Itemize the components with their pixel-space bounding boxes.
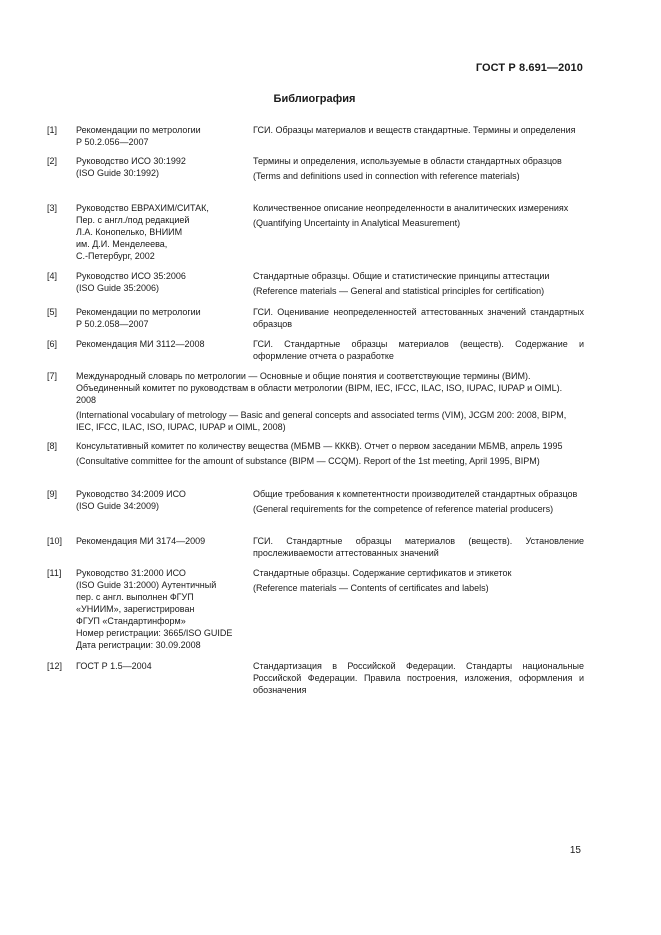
title-text: Стандартные образцы. Общие и статистические принципы аттестации <box>253 271 550 281</box>
title-text: Количественное описание неопределенности в аналитических измерениях <box>253 203 569 213</box>
source-line: пер. с англ. выполнен ФГУП <box>76 592 194 602</box>
entry-title <box>253 202 584 229</box>
page-title: Библиография <box>273 93 356 105</box>
title-translation: (Reference materials — Contents of certificates and labels) <box>253 583 489 593</box>
source-line: (ISO Guide 30:1992) <box>76 168 160 178</box>
source-line: Рекомендации по метрологии <box>76 125 201 135</box>
entry-source <box>76 488 254 512</box>
title-translation: (Reference materials — General and statistical principles for certification) <box>253 286 545 296</box>
entry-number: [1] <box>47 125 58 135</box>
source-line: Л.А. Конопелько, ВНИИМ <box>76 227 183 237</box>
title-translation: (Consultative committee for the amount of substance (BIPM — CCQM). Report of the 1st meeting, April 1995, BIPM) <box>76 456 540 466</box>
source-line: Руководство ЕВРАХИМ/СИТАК, <box>76 203 209 213</box>
entry-source <box>76 306 254 330</box>
source-line: (ISO Guide 35:2006) <box>76 283 160 293</box>
entry-source <box>76 338 254 350</box>
title-text: Международный словарь по метрологии — Основные и общие понятия и соответствующие термины (ВИМ). Объединенный комитет по руководствам в области метрологии (BIPM, IEC, IFCC, ILAC, ISO, IUPAC, IUPAP и OIML). 2008 <box>76 371 563 405</box>
entry-title <box>253 270 584 297</box>
entry-number: [3] <box>47 203 58 213</box>
source-line: С.-Петербург, 2002 <box>76 251 155 261</box>
source-line: Дата регистрации: 30.09.2008 <box>76 640 201 650</box>
title-translation: (International vocabulary of metrology — Basic and general concepts and associated terms (VIM), JCGM 200: 2008, BIPM, IEC, IFCC, ILAC, ISO, IUPAC, IUPAP и OIML, 2008) <box>76 410 567 432</box>
source-line: Рекомендация МИ 3174—2009 <box>76 536 206 546</box>
entry-title <box>253 124 584 136</box>
entry-number: [11] <box>47 568 62 578</box>
entry-number: [5] <box>47 307 58 317</box>
title-text: ГСИ. Стандартные образцы материалов (веществ). Содержание и оформление отчета о разработке <box>253 339 584 361</box>
entry-source <box>76 124 254 148</box>
entry-title <box>253 535 584 559</box>
entry-number: [8] <box>47 441 58 451</box>
source-line: Руководство ИСО 35:2006 <box>76 271 186 281</box>
title-text: ГСИ. Стандартные образцы материалов (веществ). Установление прослеживаемости аттестованных значений <box>253 536 584 558</box>
entry-source <box>76 270 254 294</box>
source-line: Руководство 34:2009 ИСО <box>76 489 186 499</box>
title-text: Термины и определения, используемые в области стандартных образцов <box>253 156 562 166</box>
entry-title <box>253 488 584 515</box>
entry-number: [12] <box>47 661 63 671</box>
page-number: 15 <box>569 845 581 856</box>
entry-title <box>253 660 584 696</box>
source-line: им. Д.И. Менделеева, <box>76 239 168 249</box>
source-line: (ISO Guide 31:2000) Аутентичный <box>76 580 217 590</box>
title-translation: (General requirements for the competence of reference material producers) <box>253 504 554 514</box>
source-line: ФГУП «Стандартинформ» <box>76 616 186 626</box>
entry-number: [9] <box>47 489 58 499</box>
source-line: Руководство ИСО 30:1992 <box>76 156 186 166</box>
title-text: ГСИ. Образцы материалов и веществ стандартные. Термины и определения <box>253 125 576 135</box>
title-text: Консультативный комитет по количеству вещества (МБМВ — КККВ). Отчет о первом заседании МБМВ, апрель 1995 <box>76 441 563 451</box>
title-translation: (Quantifying Uncertainty in Analytical Measurement) <box>253 218 461 228</box>
entry-source <box>76 155 254 179</box>
source-line: (ISO Guide 34:2009) <box>76 501 160 511</box>
source-line: Пер. с англ./под редакцией <box>76 215 190 225</box>
entry-title <box>253 338 584 362</box>
entry-title <box>253 567 584 594</box>
source-line: Р 50.2.058—2007 <box>76 319 149 329</box>
source-line: «УНИИМ», зарегистрирован <box>76 604 195 614</box>
title-text: Стандартизация в Российской Федерации. Стандарты национальные Российской Федерации. Правила построения, изложения, оформления и обозначения <box>253 661 584 695</box>
entry-source <box>76 202 254 262</box>
source-line: ГОСТ Р 1.5—2004 <box>76 661 152 671</box>
title-text: Стандартные образцы. Содержание сертификатов и этикеток <box>253 568 512 578</box>
source-line: Номер регистрации: 3665/ISO GUIDE <box>76 628 233 638</box>
source-line: Рекомендации по метрологии <box>76 307 201 317</box>
document-code: ГОСТ Р 8.691—2010 <box>475 62 583 74</box>
entry-number: [4] <box>47 271 58 281</box>
source-line: Р 50.2.056—2007 <box>76 137 149 147</box>
title-text: ГСИ. Оценивание неопределенностей аттестованных значений стандартных образцов <box>253 307 584 329</box>
entry-title <box>76 440 584 467</box>
entry-title <box>76 370 584 433</box>
entry-title <box>253 155 584 182</box>
entry-number: [7] <box>47 371 58 381</box>
source-line: Рекомендация МИ 3112—2008 <box>76 339 205 349</box>
entry-number: [6] <box>47 339 58 349</box>
entry-source <box>76 660 254 672</box>
entry-source <box>76 567 254 651</box>
entry-number: [10] <box>47 536 63 546</box>
title-translation: (Terms and definitions used in connection with reference materials) <box>253 171 520 181</box>
entry-title <box>253 306 584 330</box>
title-text: Общие требования к компетентности производителей стандартных образцов <box>253 489 578 499</box>
entry-number: [2] <box>47 156 58 166</box>
entry-source <box>76 535 254 547</box>
source-line: Руководство 31:2000 ИСО <box>76 568 186 578</box>
